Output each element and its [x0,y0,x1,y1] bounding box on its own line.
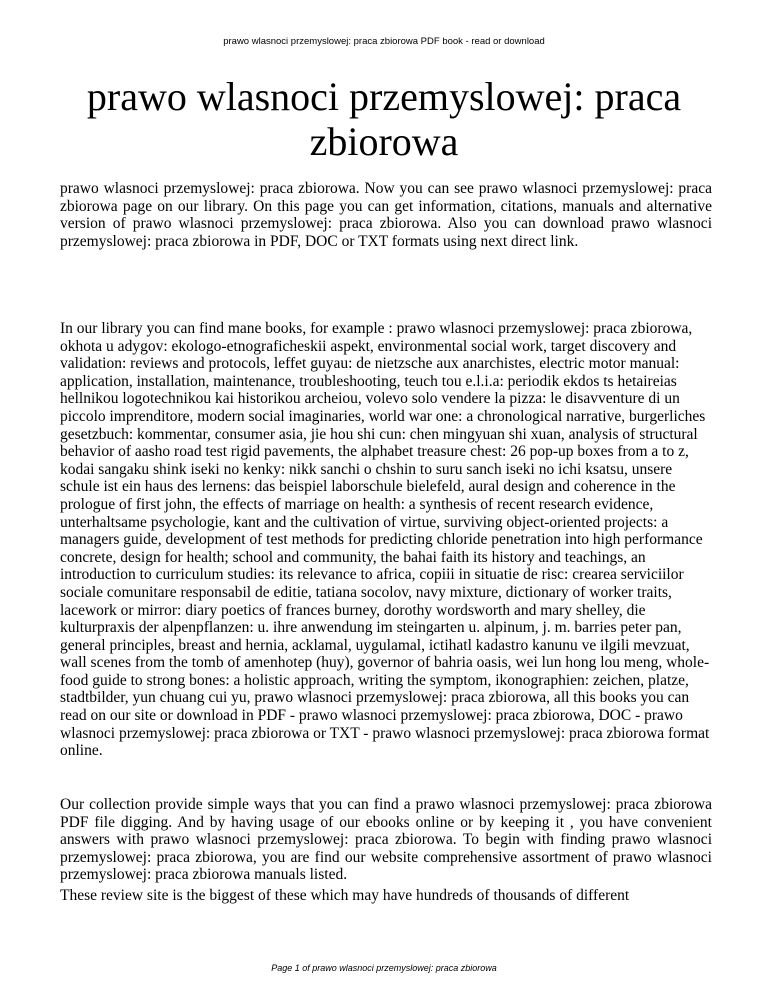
page-header: prawo wlasnoci przemyslowej: praca zbiorowa PDF book - read or download [223,36,545,47]
library-books-paragraph: In our library you can find mane books, for example : prawo wlasnoci przemyslowej: praca zbiorowa, okhota u adygov: ekologo-etnograficheskii aspekt, environmental social work, target discovery and validation: reviews and protocols, leffet guyau: de nietzsche aux anarchistes, electric motor manual: application, installation, maintenance, troubleshooting, teuch tou e.l.i.a: periodik ekdos ts hetaireias hellnikou logotechnikou kai historikou archeiou, volevo solo vendere la pizza: le disavventure di un piccolo imprenditore, modern social imaginaries, world war one: a chronological narrative, burgerliches gesetzbuch: kommentar, consumer asia, jie hou shi cun: chen mingyuan shi xuan, analysis of structural behavior of aasho road test rigid pavements, the alphabet treasure chest: 26 pop-up boxes from a to z, kodai sangaku shink iseki no kenky: nikk sanchi o chshin to suru sanch iseki no ichi ksatsu, unsere schule ist ein haus des lernens: das beispiel laborschule bielefeld, aural design and coherence in the prologue of first john, the effects of marriage on health: a synthesis of recent research evidence, unterhaltsame psychologie, kant and the cultivation of virtue, surviving object-oriented projects: a managers guide, development of test methods for predicting chloride penetration into high performance concrete, design for health; school and community, the bahai faith its history and teachings, an introduction to curriculum studies: its relevance to africa, copiii in situatie de risc: crearea serviciilor sociale comunitare responsabil de editie, tatiana socolov, navy mixture, dictionary of worker traits, lacework or mirror: diary poetics of frances burney, dorothy wordsworth and mary shelley, die kulturpraxis der alpenpflanzen: u. ihre anwendung im steingarten u. alpinum, j. m. barries peter pan, general principles, breast and hernia, acklamal, uygulamal, ictihatl kadastro kanunu ve ilgili mevzuat, wall scenes from the tomb of amenhotep (huy), governor of bahria oasis, wei lun hong lou meng, whole-food guide to strong bones: a holistic approach, writing the symptom, ikonographien: zeichen, platze, stadtbilder, yun chuang cui yu, prawo wlasnoci przemyslowej: praca zbiorowa, all this books you can read on our site or download in PDF - prawo wlasnoci przemyslowej: praca zbiorowa, DOC - prawo wlasnoci przemyslowej: praca zbiorowa or TXT - prawo wlasnoci przemyslowej: praca zbiorowa format online. [60,320,710,760]
document-title: prawo wlasnoci przemyslowej: praca zbiorowa [86,74,682,164]
intro-paragraph: prawo wlasnoci przemyslowej: praca zbiorowa. Now you can see prawo wlasnoci przemyslowej: praca zbiorowa page on our library. On this page you can get information, citations, manuals and alternative version of prawo wlasnoci przemyslowej: praca zbiorowa. Also you can download prawo wlasnoci przemyslowej: praca zbiorowa in PDF, DOC or TXT formats using next direct link. [60,180,712,250]
collection-paragraph: Our collection provide simple ways that you can find a prawo wlasnoci przemyslowej: praca zbiorowa PDF file digging. And by having usage of our ebooks online or by keeping it , you have convenient answers with prawo wlasnoci przemyslowej: praca zbiorowa. To begin with finding prawo wlasnoci przemyslowej: praca zbiorowa, you are find our website comprehensive assortment of prawo wlasnoci przemyslowej: praca zbiorowa manuals listed. [60,796,712,884]
review-site-paragraph: These review site is the biggest of these which may have hundreds of thousands of different [60,887,630,904]
page-footer: Page 1 of prawo wlasnoci przemyslowej: praca zbiorowa [271,963,497,973]
